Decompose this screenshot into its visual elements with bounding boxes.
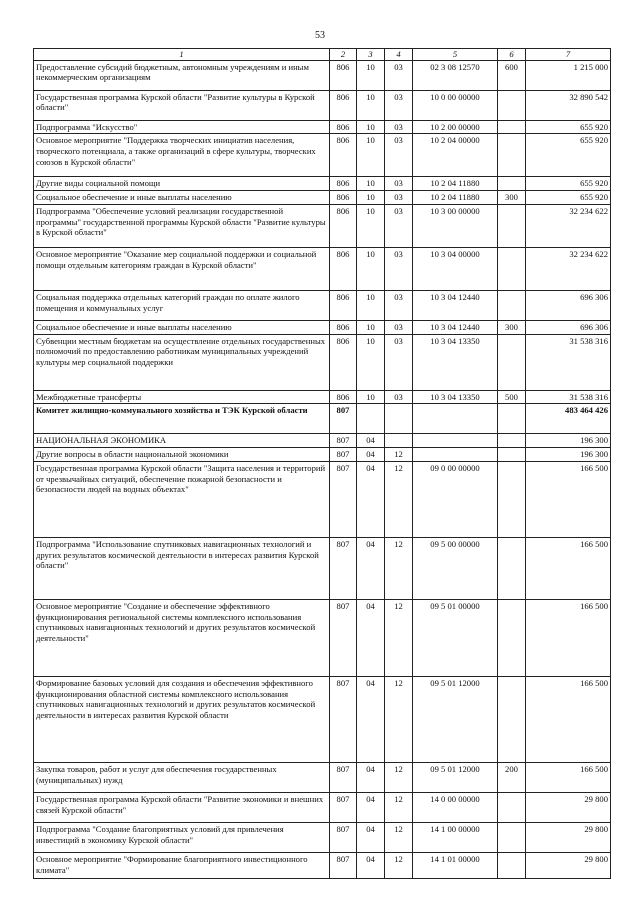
- row-ministry-code: 807: [330, 599, 357, 676]
- row-amount: 29 800: [526, 852, 611, 878]
- row-name: Другие виды социальной помощи: [34, 177, 330, 191]
- row-name: НАЦИОНАЛЬНАЯ ЭКОНОМИКА: [34, 434, 330, 448]
- table-row: [34, 320, 611, 334]
- table-row: [34, 537, 611, 599]
- row-ministry-code: 807: [330, 537, 357, 599]
- row-ministry-code: 806: [330, 247, 357, 290]
- table-row: [34, 334, 611, 390]
- row-subsection-code: 03: [385, 290, 413, 320]
- row-name: Основное мероприятие "Формирование благоприятного инвестиционного климата": [34, 852, 330, 878]
- row-subsection-code: 12: [385, 461, 413, 537]
- row-amount: 29 800: [526, 792, 611, 822]
- row-section-code: 04: [357, 461, 385, 537]
- row-name: Формирование базовых условий для создания и обеспечения эффективного функционирования областной системы комплексного использования спутниковых навигационных технологий и других результатов космической деятельности в интересах развития Курской области: [34, 676, 330, 762]
- row-section-code: 04: [357, 448, 385, 462]
- row-subsection-code: 12: [385, 537, 413, 599]
- row-subsection-code: 03: [385, 120, 413, 134]
- row-expense-type: [498, 434, 526, 448]
- table-row: [34, 177, 611, 191]
- row-target-code: 09 5 01 12000: [413, 762, 498, 792]
- row-expense-type: [498, 334, 526, 390]
- row-section-code: 10: [357, 90, 385, 120]
- row-target-code: 10 2 00 00000: [413, 120, 498, 134]
- row-section-code: 10: [357, 120, 385, 134]
- row-subsection-code: 03: [385, 320, 413, 334]
- row-subsection-code: 12: [385, 448, 413, 462]
- row-target-code: 10 2 04 11880: [413, 177, 498, 191]
- row-ministry-code: 806: [330, 134, 357, 177]
- row-ministry-code: 806: [330, 177, 357, 191]
- row-ministry-code: 806: [330, 191, 357, 205]
- row-name: Социальная поддержка отдельных категорий граждан по оплате жилого помещения и коммунальных услуг: [34, 290, 330, 320]
- row-target-code: 02 3 08 12570: [413, 60, 498, 90]
- row-expense-type: [498, 134, 526, 177]
- row-name: Государственная программа Курской области "Развитие культуры в Курской области": [34, 90, 330, 120]
- column-header: 1: [34, 49, 330, 61]
- row-amount: 166 500: [526, 762, 611, 792]
- table-row: [34, 390, 611, 404]
- row-name: Другие вопросы в области национальной экономики: [34, 448, 330, 462]
- row-section-code: 04: [357, 822, 385, 852]
- row-ministry-code: 806: [330, 334, 357, 390]
- table-row: [34, 134, 611, 177]
- row-section-code: 10: [357, 320, 385, 334]
- row-section-code: 04: [357, 852, 385, 878]
- row-section-code: 10: [357, 60, 385, 90]
- row-subsection-code: 03: [385, 90, 413, 120]
- row-ministry-code: 806: [330, 60, 357, 90]
- row-amount: 655 920: [526, 134, 611, 177]
- row-section-code: 04: [357, 762, 385, 792]
- row-amount: 166 500: [526, 676, 611, 762]
- row-subsection-code: 12: [385, 822, 413, 852]
- table-row: [34, 120, 611, 134]
- row-name: Подпрограмма "Создание благоприятных условий для привлечения инвестиций в экономику Курской области": [34, 822, 330, 852]
- table-row: [34, 247, 611, 290]
- row-ministry-code: 807: [330, 404, 357, 434]
- row-subsection-code: 03: [385, 191, 413, 205]
- row-subsection-code: 12: [385, 676, 413, 762]
- table-row: [34, 404, 611, 434]
- row-amount: 29 800: [526, 822, 611, 852]
- row-name: Основное мероприятие "Поддержка творческих инициатив населения, творческого потенциала, а также организаций в сфере культуры, творческих союзов в Курской области": [34, 134, 330, 177]
- row-amount: 655 920: [526, 191, 611, 205]
- row-section-code: 10: [357, 177, 385, 191]
- row-expense-type: 600: [498, 60, 526, 90]
- row-amount: 1 215 000: [526, 60, 611, 90]
- row-amount: 696 306: [526, 320, 611, 334]
- row-target-code: 10 0 00 00000: [413, 90, 498, 120]
- row-subsection-code: [385, 434, 413, 448]
- row-name: Предоставление субсидий бюджетным, автономным учреждениям и иным некоммерческим организациям: [34, 60, 330, 90]
- page-number: 53: [315, 30, 325, 41]
- row-section-code: 10: [357, 334, 385, 390]
- row-subsection-code: 12: [385, 762, 413, 792]
- row-amount: 31 538 316: [526, 390, 611, 404]
- table-body: [34, 60, 611, 878]
- row-ministry-code: 806: [330, 90, 357, 120]
- row-section-code: 04: [357, 676, 385, 762]
- row-section-code: 10: [357, 134, 385, 177]
- row-subsection-code: 03: [385, 60, 413, 90]
- row-section-code: 10: [357, 204, 385, 247]
- row-ministry-code: 806: [330, 390, 357, 404]
- column-header: 3: [357, 49, 385, 61]
- row-subsection-code: 12: [385, 852, 413, 878]
- row-expense-type: [498, 792, 526, 822]
- row-subsection-code: 03: [385, 177, 413, 191]
- row-amount: 655 920: [526, 120, 611, 134]
- row-expense-type: 300: [498, 320, 526, 334]
- row-amount: 166 500: [526, 599, 611, 676]
- row-amount: 32 234 622: [526, 204, 611, 247]
- row-amount: 196 300: [526, 448, 611, 462]
- row-target-code: 09 0 00 00000: [413, 461, 498, 537]
- row-expense-type: [498, 177, 526, 191]
- row-expense-type: [498, 90, 526, 120]
- row-section-code: [357, 404, 385, 434]
- table-row: [34, 434, 611, 448]
- row-name: Межбюджетные трансферты: [34, 390, 330, 404]
- row-expense-type: [498, 404, 526, 434]
- row-name: Закупка товаров, работ и услуг для обеспечения государственных (муниципальных) нужд: [34, 762, 330, 792]
- column-header: 5: [413, 49, 498, 61]
- row-section-code: 04: [357, 599, 385, 676]
- row-amount: 32 890 542: [526, 90, 611, 120]
- row-target-code: [413, 434, 498, 448]
- row-name: Государственная программа Курской области "Развитие экономики и внешних связей Курской области": [34, 792, 330, 822]
- row-target-code: 10 3 00 00000: [413, 204, 498, 247]
- table-row: [34, 822, 611, 852]
- row-ministry-code: 807: [330, 822, 357, 852]
- table-row: [34, 448, 611, 462]
- row-section-code: 04: [357, 792, 385, 822]
- row-expense-type: [498, 537, 526, 599]
- row-target-code: 10 3 04 12440: [413, 290, 498, 320]
- table-row: [34, 204, 611, 247]
- row-ministry-code: 806: [330, 120, 357, 134]
- row-ministry-code: 807: [330, 852, 357, 878]
- row-amount: 31 538 316: [526, 334, 611, 390]
- row-ministry-code: 806: [330, 204, 357, 247]
- row-name: Государственная программа Курской области "Защита населения и территорий от чрезвычайных ситуаций, обеспечение пожарной безопасности и безопасности людей на водных объектах": [34, 461, 330, 537]
- table-row: [34, 90, 611, 120]
- table-row: [34, 191, 611, 205]
- table-row: [34, 461, 611, 537]
- row-target-code: 14 1 00 00000: [413, 822, 498, 852]
- row-amount: 655 920: [526, 177, 611, 191]
- row-ministry-code: 807: [330, 434, 357, 448]
- row-section-code: 10: [357, 290, 385, 320]
- row-ministry-code: 806: [330, 290, 357, 320]
- table-row: [34, 792, 611, 822]
- row-target-code: 09 5 01 12000: [413, 676, 498, 762]
- row-section-code: 04: [357, 537, 385, 599]
- row-name: Подпрограмма "Использование спутниковых навигационных технологий и других результатов космической деятельности в интересах развития Курской области": [34, 537, 330, 599]
- row-expense-type: [498, 852, 526, 878]
- row-amount: 166 500: [526, 537, 611, 599]
- row-expense-type: [498, 247, 526, 290]
- row-expense-type: 300: [498, 191, 526, 205]
- table-row: [34, 290, 611, 320]
- row-name: Социальное обеспечение и иные выплаты населению: [34, 191, 330, 205]
- row-subsection-code: 03: [385, 390, 413, 404]
- table-row: [34, 599, 611, 676]
- row-name: Основное мероприятие "Создание и обеспечение эффективного функционирования региональной системы комплексного использования спутниковых навигационных технологий и других результатов космической деятельности": [34, 599, 330, 676]
- row-target-code: 10 3 04 13350: [413, 334, 498, 390]
- row-expense-type: [498, 290, 526, 320]
- row-target-code: 10 3 04 00000: [413, 247, 498, 290]
- row-ministry-code: 806: [330, 320, 357, 334]
- row-target-code: 09 5 01 00000: [413, 599, 498, 676]
- table-header-row: [34, 49, 611, 61]
- row-expense-type: [498, 676, 526, 762]
- row-amount: 32 234 622: [526, 247, 611, 290]
- row-expense-type: [498, 448, 526, 462]
- row-target-code: 10 2 04 11880: [413, 191, 498, 205]
- row-target-code: 10 3 04 12440: [413, 320, 498, 334]
- row-ministry-code: 807: [330, 461, 357, 537]
- row-amount: 696 306: [526, 290, 611, 320]
- row-target-code: [413, 404, 498, 434]
- table-row: [34, 676, 611, 762]
- row-name: Комитет жилищно-коммунального хозяйства и ТЭК Курской области: [34, 404, 330, 434]
- row-name: Подпрограмма "Искусство": [34, 120, 330, 134]
- row-name: Субвенции местным бюджетам на осуществление отдельных государственных полномочий по предоставлению работникам муниципальных учреждений культуры мер социальной поддержки: [34, 334, 330, 390]
- row-subsection-code: 03: [385, 334, 413, 390]
- row-expense-type: 200: [498, 762, 526, 792]
- row-section-code: 10: [357, 191, 385, 205]
- row-ministry-code: 807: [330, 676, 357, 762]
- row-target-code: 14 1 01 00000: [413, 852, 498, 878]
- row-name: Подпрограмма "Обеспечение условий реализации государственной программы" государственной программы Курской области "Развитие культуры в Курской области": [34, 204, 330, 247]
- row-amount: 196 300: [526, 434, 611, 448]
- column-header: 7: [526, 49, 611, 61]
- row-expense-type: [498, 822, 526, 852]
- row-ministry-code: 807: [330, 448, 357, 462]
- row-ministry-code: 807: [330, 762, 357, 792]
- row-subsection-code: 03: [385, 134, 413, 177]
- row-section-code: 10: [357, 390, 385, 404]
- row-target-code: 10 3 04 13350: [413, 390, 498, 404]
- row-amount: 166 500: [526, 461, 611, 537]
- column-header: 2: [330, 49, 357, 61]
- row-ministry-code: 807: [330, 792, 357, 822]
- row-expense-type: [498, 461, 526, 537]
- budget-table: [33, 48, 611, 879]
- table-row: [34, 762, 611, 792]
- row-target-code: 14 0 00 00000: [413, 792, 498, 822]
- row-subsection-code: 12: [385, 599, 413, 676]
- column-header: 6: [498, 49, 526, 61]
- row-expense-type: [498, 599, 526, 676]
- table-row: [34, 60, 611, 90]
- row-amount: 483 464 426: [526, 404, 611, 434]
- row-section-code: 10: [357, 247, 385, 290]
- row-target-code: [413, 448, 498, 462]
- table-row: [34, 852, 611, 878]
- column-header: 4: [385, 49, 413, 61]
- row-subsection-code: 03: [385, 204, 413, 247]
- row-subsection-code: 12: [385, 792, 413, 822]
- row-expense-type: [498, 204, 526, 247]
- row-section-code: 04: [357, 434, 385, 448]
- row-expense-type: [498, 120, 526, 134]
- row-subsection-code: 03: [385, 247, 413, 290]
- row-subsection-code: [385, 404, 413, 434]
- row-expense-type: 500: [498, 390, 526, 404]
- row-target-code: 10 2 04 00000: [413, 134, 498, 177]
- row-name: Основное мероприятие "Оказание мер социальной поддержки и социальной помощи отдельным категориям граждан в Курской области": [34, 247, 330, 290]
- row-name: Социальное обеспечение и иные выплаты населению: [34, 320, 330, 334]
- row-target-code: 09 5 00 00000: [413, 537, 498, 599]
